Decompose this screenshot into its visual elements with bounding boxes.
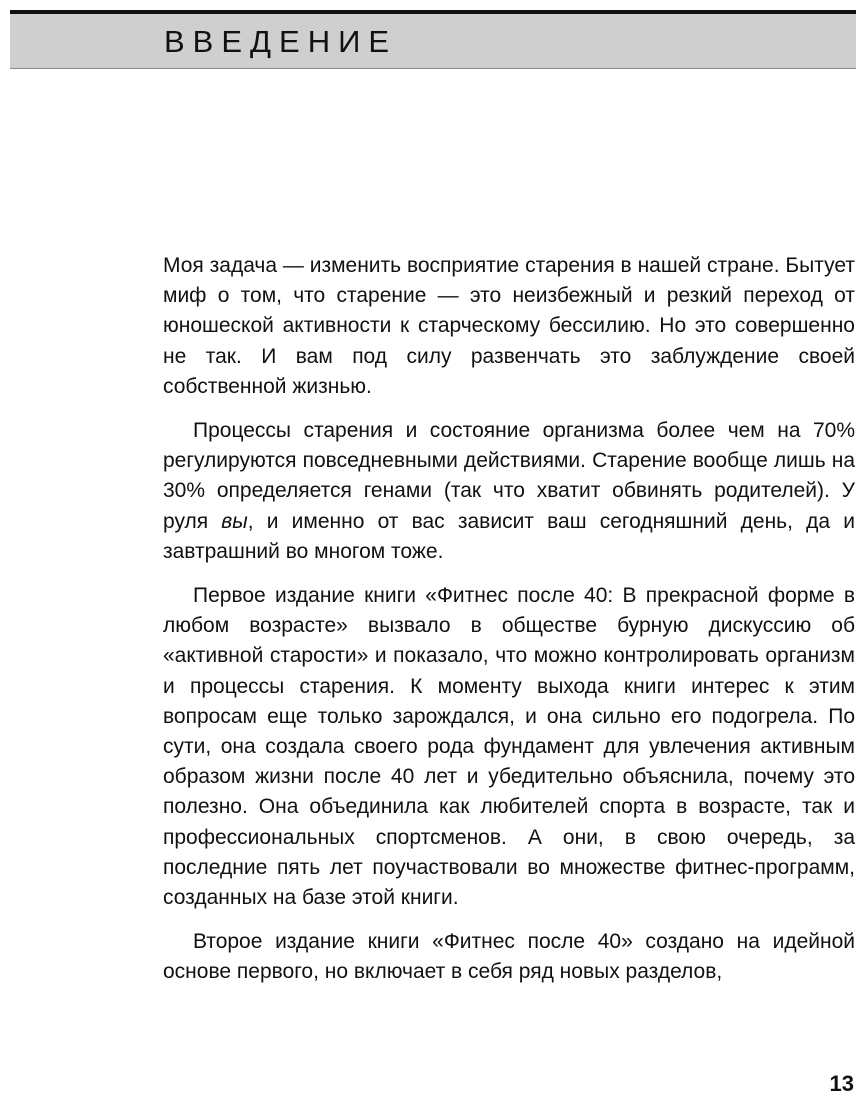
paragraph-2-emphasis: вы (221, 509, 248, 533)
page-number: 13 (829, 1071, 854, 1096)
paragraph-4: Второе издание книги «Фитнес после 40» создано на идейной основе первого, но включает в себя ряд новых разделов, (163, 930, 855, 984)
paragraph-2 (163, 416, 855, 567)
chapter-header-band (10, 14, 856, 69)
paragraph-2-start: Процессы старения и состояние организма более чем на 70% регулируются повседневными действиями. Старение вообще лишь на 30% определяется генами (так что хватит обвинять родителей). У руля (163, 419, 855, 533)
chapter-title: ВВЕДЕНИЕ (164, 24, 398, 59)
body-text (163, 251, 855, 1002)
paragraph-3: Первое издание книги «Фитнес после 40: В прекрасной форме в любом возрасте» вызвало в обществе бурную дискуссию об «активной старости» и показало, что можно контролировать организм и процессы старения. К моменту выхода книги интерес к этим вопросам еще только зарождался, и она сильно его подогрела. По сути, она создала своего рода фундамент для увлечения активным образом жизни после 40 лет и убедительно объяснила, почему это полезно. Она объединила как любителей спорта в возрасте, так и профессиональных спортсменов. А они, в свою очередь, за последние пять лет поучаствовали во множестве фитнес-программ, созданных на базе этой книги. (163, 584, 855, 910)
paragraph-2-end: , и именно от вас зависит ваш сегодняшний день, да и завтрашний во многом тоже. (163, 509, 855, 563)
paragraph-1: Моя задача — изменить восприятие старения в нашей стране. Бытует миф о том, что старение — это неизбежный и резкий переход от юношеской активности к старческому бессилию. Но это совершенно не так. И вам под силу развенчать это заблуждение своей собственной жизнью. (163, 254, 855, 398)
